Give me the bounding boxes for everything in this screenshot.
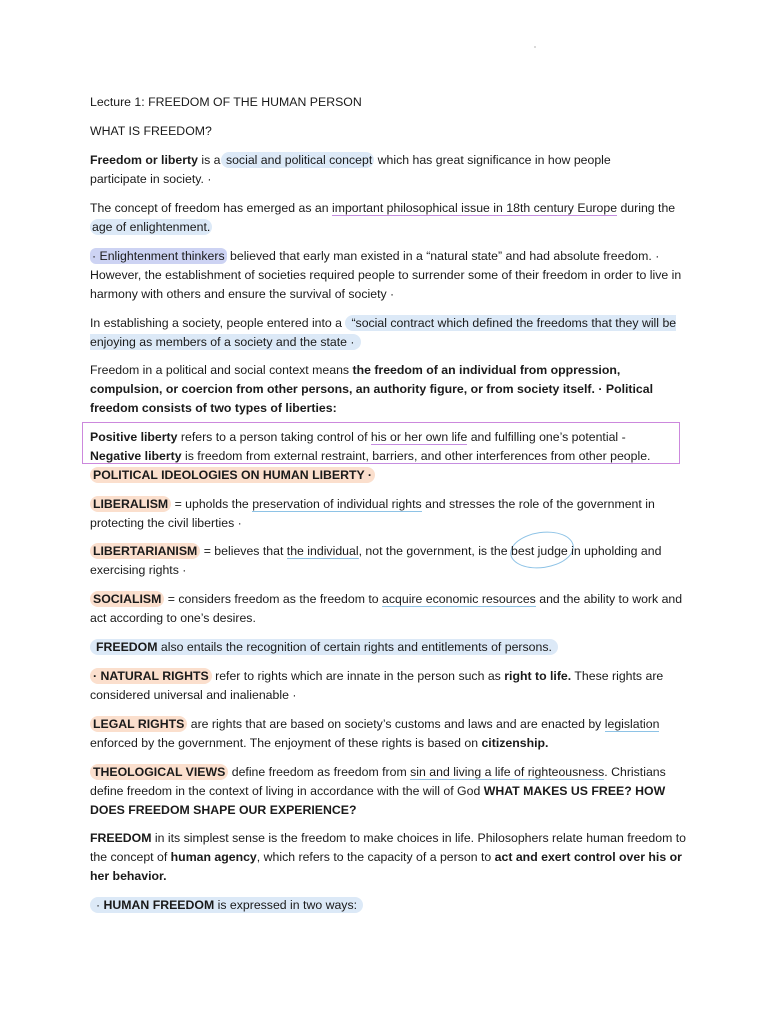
paragraph-liberties: Positive liberty refers to a person taking control of his or her own life and fulfilling one’s potential - Negative liberty is freedom from external restraint, barriers, and other interferences from other people. bbox=[90, 430, 651, 463]
stray-mark bbox=[534, 46, 536, 48]
term-theological-views: THEOLOGICAL VIEWS bbox=[90, 764, 228, 780]
underline-own-life: his or her own life bbox=[370, 430, 468, 444]
term-liberalism: LIBERALISM bbox=[90, 496, 171, 512]
underline-philosophical-issue: important philosophical issue in 18th century Europe bbox=[331, 201, 618, 215]
section-question: WHAT IS FREEDOM? bbox=[90, 124, 212, 138]
highlight-human-freedom: · HUMAN FREEDOM is expressed in two ways: bbox=[90, 897, 363, 913]
paragraph-social-contract: In establishing a society, people entered into a “social contract which defined the freedoms that they will be enjoying as members of a society and the state · bbox=[90, 316, 677, 349]
paragraph-political-freedom: Freedom in a political and social context means the freedom of an individual from oppression, compulsion, or coercion from other persons, an authority figure, or from society itself. · Political freedom consists of two types of liberties: bbox=[90, 363, 654, 415]
heading-political-ideologies: POLITICAL IDEOLOGIES ON HUMAN LIBERTY · bbox=[90, 466, 690, 485]
paragraph-natural-rights: · NATURAL RIGHTS refer to rights which are innate in the person such as right to life. These rights are considered universal and inalienable · bbox=[90, 669, 664, 702]
lecture-title: Lecture 1: FREEDOM OF THE HUMAN PERSON bbox=[90, 95, 362, 109]
highlight-enlightenment-thinkers: · Enlightenment thinkers bbox=[92, 249, 225, 263]
paragraph-human-agency: FREEDOM in its simplest sense is the freedom to make choices in life. Philosophers relate human freedom to the concept of human agency, which refers to the capacity of a person to act and exert control over his or her behavior. bbox=[90, 831, 686, 883]
paragraph-enlightenment: The concept of freedom has emerged as an important philosophical issue in 18th century Europe during the age of enlightenment. bbox=[90, 201, 676, 234]
underline-individual-rights: preservation of individual rights bbox=[252, 497, 422, 511]
paragraph-human-freedom bbox=[90, 896, 690, 915]
term-legal-rights: LEGAL RIGHTS bbox=[90, 716, 187, 732]
paragraph-liberalism: LIBERALISM = upholds the preservation of individual rights and stresses the role of the government in protecting the civil liberties · bbox=[90, 497, 655, 530]
highlight-social-political: social and political concept bbox=[222, 153, 373, 167]
highlight-freedom-rights: FREEDOM also entails the recognition of certain rights and entitlements of persons. bbox=[90, 639, 558, 655]
term-natural-rights: · NATURAL RIGHTS bbox=[90, 668, 212, 684]
underline-economic-resources: acquire economic resources bbox=[382, 592, 536, 606]
paragraph-socialism: SOCIALISM = considers freedom as the freedom to acquire economic resources and the ability to work and act according to one’s desires. bbox=[90, 592, 683, 625]
underline-the-individual: the individual bbox=[286, 544, 359, 558]
term-socialism: SOCIALISM bbox=[90, 591, 164, 607]
underline-legislation: legislation bbox=[604, 717, 660, 731]
term-libertarianism: LIBERTARIANISM bbox=[90, 543, 200, 559]
underline-sin-righteousness: sin and living a life of righteousness bbox=[410, 765, 605, 779]
paragraph-freedom-rights bbox=[90, 638, 690, 657]
paragraph-theological: THEOLOGICAL VIEWS define freedom as freedom from sin and living a life of righteousness. Christians define freedom in the context of living in accordance with the will of God WHAT MAKES US FREE? HOW DOES FREEDOM SHAPE OUR EXPERIENCE? bbox=[90, 765, 666, 817]
paragraph-libertarianism: LIBERTARIANISM = believes that the individual, not the government, is the best judge in upholding and exercising rights · bbox=[90, 544, 662, 577]
underline-external-restraint: external restraint, barriers, and other interferences from other people. bbox=[273, 449, 651, 463]
paragraph-legal-rights: LEGAL RIGHTS are rights that are based on society’s customs and laws and are enacted by legislation enforced by the government. The enjoyment of these rights is based on citizenship. bbox=[90, 717, 660, 750]
paragraph-natural-state: · Enlightenment thinkers believed that early man existed in a “natural state” and had absolute freedom. · However, the establishment of societies required people to surrender some of their freedom in order to live in harmony with others and ensure the survival of society · bbox=[90, 249, 682, 301]
highlight-age-enlightenment: age of enlightenment. bbox=[92, 220, 211, 234]
highlight-social-contract: “social contract which defined the freedoms that they will be enjoying as members of a society and the state · bbox=[90, 316, 677, 349]
paragraph-freedom-definition: Freedom or liberty is a social and political concept which has great significance in how people participate in society. · bbox=[90, 153, 611, 186]
